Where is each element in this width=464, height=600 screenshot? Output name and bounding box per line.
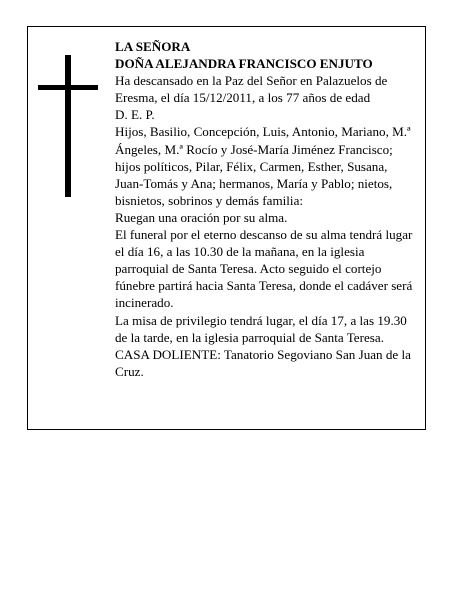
deceased-title: LA SEÑORA	[115, 39, 191, 54]
cross-vertical-bar	[65, 55, 71, 197]
deceased-name: DOÑA ALEJANDRA FRANCISCO ENJUTO	[115, 56, 373, 72]
rest-in-peace: D. E. P.	[115, 107, 155, 123]
funeral-home: CASA DOLIENTE: Tanatorio Segoviano San Juan de la Cruz.	[115, 346, 411, 379]
mass-details: La misa de privilegio tendrá lugar, el día 17, a las 19.30 de la tarde, en la iglesia parroquial de Santa Teresa.	[115, 312, 407, 345]
funeral-details: El funeral por el eterno descanso de su alma tendrá lugar el día 16, a las 10.30 de la mañana, en la iglesia parroquial de Santa Teresa. Acto seguido el cortejo fúnebre partirá hacia Santa Teresa, donde el cadáver será incinerado.	[115, 227, 413, 311]
death-announcement: Ha descansado en la Paz del Señor en Palazuelos de Eresma, el día 15/12/2011, a los 77 años de edad	[115, 73, 388, 106]
cross-horizontal-bar	[38, 85, 98, 90]
obituary-text	[115, 38, 417, 380]
family-list: Hijos, Basilio, Concepción, Luis, Antonio, Mariano, M.ª Ángeles, M.ª Rocío y José-María Jiménez Francisco; hijos políticos, Pilar, Félix, Carmen, Esther, Susana, Juan-Tomás y Ana; hermanos, María y Pablo; nietos, bisnietos, sobrinos y demás familia:	[115, 124, 411, 208]
prayer-request: Ruegan una oración por su alma.	[115, 209, 288, 225]
cross-icon	[38, 55, 98, 197]
